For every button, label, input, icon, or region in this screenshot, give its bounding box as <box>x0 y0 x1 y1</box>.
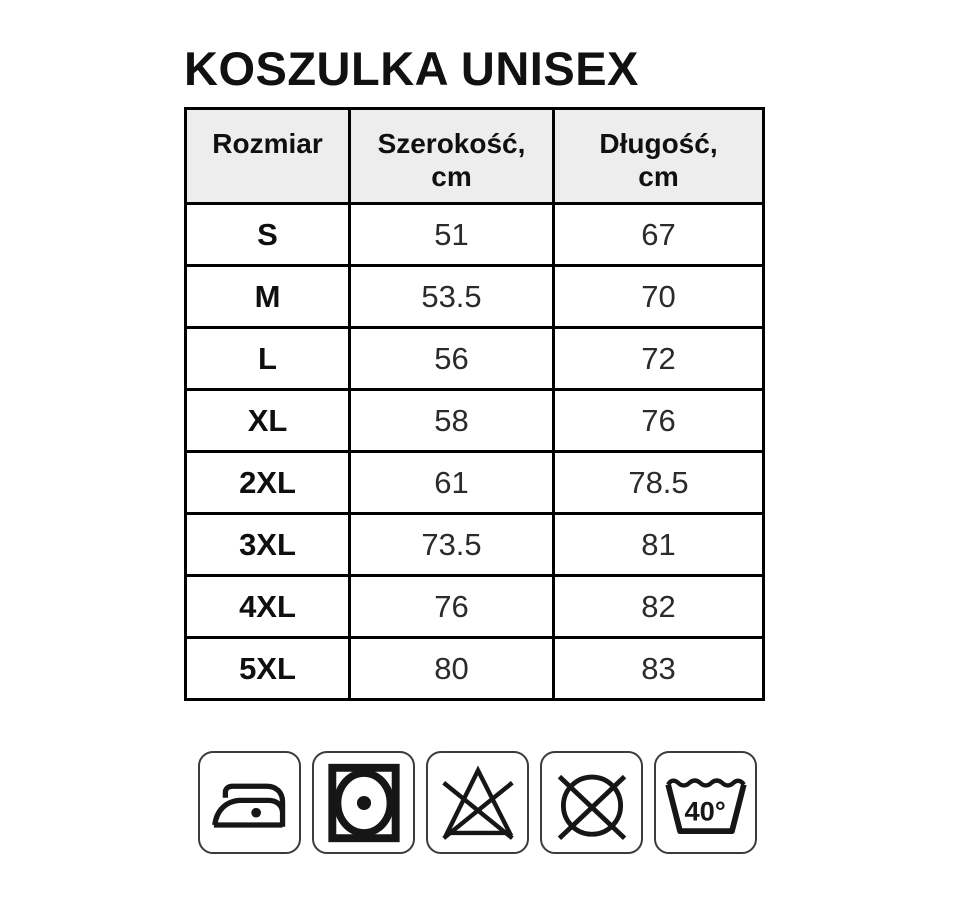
width-cell: 80 <box>350 638 554 700</box>
size-cell: XL <box>186 390 350 452</box>
width-cell: 76 <box>350 576 554 638</box>
table-row <box>186 638 764 700</box>
do-not-bleach-icon <box>426 751 529 854</box>
page-title: KOSZULKA UNISEX <box>184 42 639 95</box>
wash-40-icon <box>654 751 757 854</box>
header-size <box>186 109 350 204</box>
header-label: Długość, <box>599 128 718 159</box>
size-cell: 2XL <box>186 452 350 514</box>
table-row <box>186 266 764 328</box>
header-label-line2: cm <box>638 161 679 192</box>
header-row <box>186 109 764 204</box>
length-cell: 76 <box>554 390 764 452</box>
length-cell: 83 <box>554 638 764 700</box>
care-symbols-row <box>198 751 960 854</box>
table-row <box>186 390 764 452</box>
table-row <box>186 204 764 266</box>
wash-temperature-label: 40° <box>684 795 726 827</box>
length-cell: 78.5 <box>554 452 764 514</box>
length-cell: 81 <box>554 514 764 576</box>
width-cell: 58 <box>350 390 554 452</box>
table-row <box>186 576 764 638</box>
header-width <box>350 109 554 204</box>
header-label-line2: cm <box>431 161 472 192</box>
size-table <box>184 107 765 701</box>
size-cell: L <box>186 328 350 390</box>
tumble-dry-icon <box>312 751 415 854</box>
header-label: Szerokość, <box>377 128 526 159</box>
length-cell: 82 <box>554 576 764 638</box>
length-cell: 70 <box>554 266 764 328</box>
size-cell: M <box>186 266 350 328</box>
table-row <box>186 452 764 514</box>
size-cell: 5XL <box>186 638 350 700</box>
length-cell: 72 <box>554 328 764 390</box>
width-cell: 61 <box>350 452 554 514</box>
width-cell: 53.5 <box>350 266 554 328</box>
size-cell: 4XL <box>186 576 350 638</box>
size-cell: 3XL <box>186 514 350 576</box>
length-cell: 67 <box>554 204 764 266</box>
iron-icon <box>198 751 301 854</box>
table-row <box>186 328 764 390</box>
width-cell: 56 <box>350 328 554 390</box>
size-cell: S <box>186 204 350 266</box>
do-not-dry-clean-icon <box>540 751 643 854</box>
header-length <box>554 109 764 204</box>
width-cell: 73.5 <box>350 514 554 576</box>
table-row <box>186 514 764 576</box>
header-label: Rozmiar <box>212 128 323 159</box>
width-cell: 51 <box>350 204 554 266</box>
